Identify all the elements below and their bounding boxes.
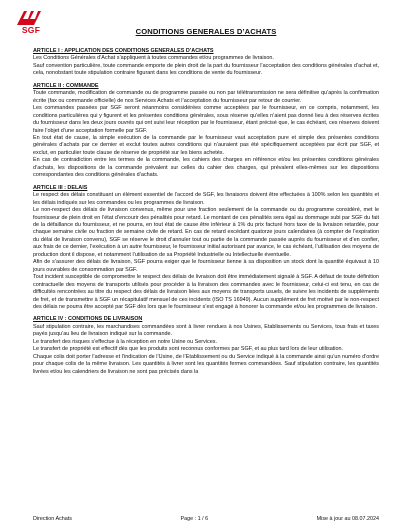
article-4-para-1: Sauf stipulation contraire, les marchandises commandées sont à livrer rendues à nos Usines, Etablissements ou Services, tous frais et taxes payés jusqu’au lieu de livraison indiqué sur la commande. [33, 323, 379, 338]
article-4-para-2: Le transfert des risques s’effectue à la réception en notre Usine ou Services. [33, 338, 217, 345]
article-2-para-2: Les commandes passées par SGF seront néanmoins considérées comme acceptées par le fournisseur, en ce compris, notamment, les conditions particulières qui y figurent et les présentes conditions générales, sous réserve qu’elles n’aient pas donné lieu à des réserves écrites du fournisseur dans les deux jours ouvrés qui ont suivi leur réception par le fournisseur, étant précisé que, le cas échéant, ces réserves doivent faire l’objet d’une acceptation formelle par SGF. [33, 105, 379, 134]
document-body [33, 48, 379, 381]
article-3-para-1: Le respect des délais constituant un élément essentiel de l’accord de SGF, les livraisons doivent être effectuées à 100% selon les quantités et les délais indiqués sur les commandes ou les programmes de livraison. [33, 192, 379, 206]
article-2-title: ARTICLE II : COMMANDE [33, 82, 99, 89]
article-4-para-3: Le transfert de propriété est effectif dès que les produits sont reconnus conformes par SGF, et au plus tard lors de leur utilisation. [33, 346, 344, 353]
article-1 [33, 48, 379, 78]
article-2-para-3: En tout état de cause, la simple exécution de la commande par le fournisseur vaut acceptation pure et simple des présentes conditions générales d’achats par ce dernier et exclut toutes autres conditions qui n’auraient pas été spécifiquement acceptées par écrit par SGF, et exclut, en particulier toute clause de réserve de propriété sur les biens achetés. [33, 134, 379, 156]
article-3-para-4: Tout incident susceptible de compromettre le respect des délais de livraison doit être immédiatement signalé à SGF. A défaut de toute définition contractuelle des moyens de transports utilisés pour procéder à la livraison des commandes avec le fournisseur, celui-ci est tenu, en cas de difficultés rencontrées au titre du respect des délais de livraison liées aux moyens de transports usuels, de suivre les incidents de suppléments de fret, et de transmettre à SGF un récapitulatif mensuel de ces incidents (ISO TS 16949). Aucun supplément de fret motivé par le non-respect des délais ne pourra être accepté par SGF dès lors que le fournisseur s’est engagé à honorer la commande et/ou les programmes de livraison. [33, 274, 379, 310]
article-2 [33, 83, 379, 180]
page-footer [33, 516, 379, 522]
article-1-para-2: Sauf convention particulière, toute commande emporte de plein droit de la part du fournisseur l’acceptation des conditions générales d’achat et, cela, nonobstant toute stipulation contraire figurant dans les conditions de vente du fournisseur. [33, 62, 379, 77]
footer-page-number: Page : 1 / 6 [180, 516, 209, 522]
document-title: CONDITIONS GENERALES D’ACHATS [135, 27, 277, 36]
article-2-para-1: Toute commande, modification de commande ou de programme passée ou non par télétransmission ne sera définitive qu’après la confirmation écrite (fax ou commande officielle) de nos Services Achats et l’acceptation du fournisseur par retour de courrier. [33, 90, 379, 104]
article-4 [33, 316, 379, 376]
article-1-para-1: Les Conditions Générales d’Achat s’appliquent à toutes commandes et/ou programmes de livraison. [33, 55, 274, 62]
article-3-para-3: Afin de s’assurer des délais de livraison, SGF pourra exiger que le fournisseur tienne à sa disposition un stock dont la quantité équivaut à 10 jours ouvrables de consommation par SGF. [33, 259, 379, 273]
article-3 [33, 185, 379, 312]
article-4-para-4: Chaque colis doit porter l’adresse et l’indication de l’Usine, de l’Etablissement ou du Service indiqué à la commande ainsi qu’un numéro d’ordre pour chaque colis de la même livraison. Les quantités à livrer sont les quantités fermes commandées. Sauf stipulation contraire, les quantités livrées et/ou les calendriers de livraison ne sont pas précisés dans la [33, 353, 379, 375]
footer-department: Direction Achats [33, 516, 72, 522]
sgf-logo-mark-icon [14, 7, 48, 27]
article-3-title: ARTICLE III : DELAIS [33, 184, 88, 191]
article-2-para-4: En cas de contradiction entre les termes de la commande, les cahiers des charges en référence et/ou les présentes conditions générales d’achats, les dispositions de la commande prévalent sur celles du cahier des charges, qui prévalent elles-mêmes sur les dispositions correspondantes des conditions générales d’achats. [33, 157, 379, 179]
article-3-para-2: Le non-respect des délais de livraison convenus, même pour une fraction seulement de la commande ou du programme considéré, met le fournisseur de plein droit en l’état d’encourir des pénalités pour retard. Le montant de ces pénalités sera égal au dommage subi par SGF du fait de la défaillance du fournisseur, et ne pourra, en tout état de cause être inférieur à 1% du prix facturé hors taxe de la livraison retardée, pour chaque semaine civile ou fraction de semaine civile de retard. En cas de retard excédant quatorze jours calendaires (à compter de l’expiration du délai de livraison convenu), SGF se réserve le droit d’annuler tout ou partie de la commande passée auprès du fournisseur et d’en confier, aux frais de ce dernier, l’exécution à un autre fournisseur, le fournisseur initial autorisant par avance, le cas échéant, l’utilisation des moyens de production dont il dispose, et notamment l’utilisation de sa Propriété Industrielle ou Intellectuelle éventuelle. [33, 207, 379, 258]
article-1-title: ARTICLE I : APPLICATION DES CONDITIONS GENERALES D’ACHATS [33, 48, 214, 54]
footer-update-date: Mise à jour au 08.07.2024 [316, 516, 379, 522]
logo-text: SGF [21, 25, 41, 35]
article-4-title: ARTICLE IV : CONDITIONS DE LIVRAISON [33, 316, 143, 323]
